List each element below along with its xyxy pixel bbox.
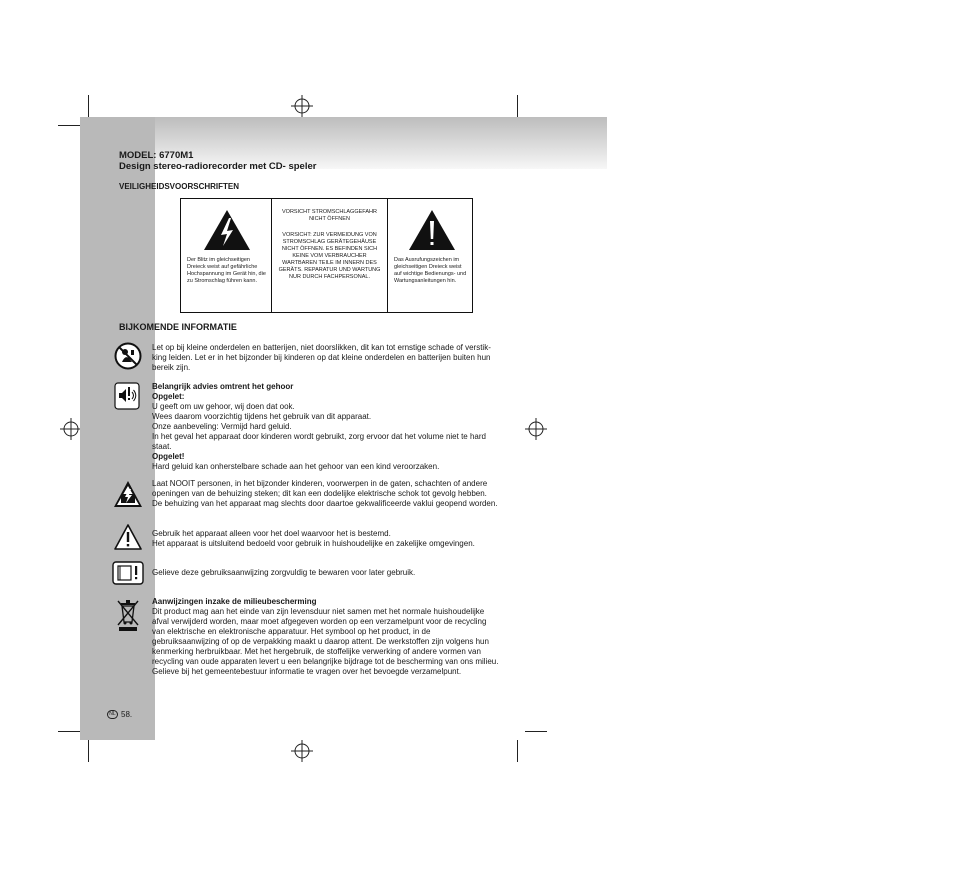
hearing-warning-icon [114, 382, 140, 410]
left-sidebar [80, 117, 155, 740]
warning-cell-lightning [181, 199, 272, 312]
registration-mark [291, 740, 313, 762]
manual-book-icon [112, 561, 144, 585]
registration-mark [60, 418, 82, 440]
weee-bin-icon [116, 598, 140, 632]
model-title: MODEL: 6770M1 [119, 150, 194, 161]
info-heading: BIJKOMENDE INFORMATIE [119, 322, 237, 332]
shock-warning-text: Laat NOOIT personen, in het bijzonder kinderen, voorwerpen in de gaten, schachten of andere openingen van de behuizing steken; dit kan een dodelijke elektrische schok tot gevolg hebben. De behuizing van het apparaat mag slechts door daartoe gekwalificeerde vaklui geopend worden. [152, 479, 498, 508]
lightning-warning-icon [203, 209, 251, 251]
registration-mark [525, 418, 547, 440]
crop-mark [517, 740, 518, 762]
hearing-warning-label: Opgelet! [152, 452, 185, 461]
keep-manual-text: Gelieve deze gebruiksaanwijzing zorgvuldig te bewaren voor later gebruik. [152, 568, 416, 577]
language-badge: NL [107, 710, 118, 719]
environment-title: Aanwijzingen inzake de milieubescherming [152, 597, 317, 606]
crop-mark [58, 125, 80, 126]
hearing-advice-text: Belangrijk advies omtrent het gehoor Opgelet: U geeft om uw gehoor, wij doen dat ook. Wees daarom voorzichtig tijdens het gebruik van dit apparaat. Onze aanbeveling: Vermijd hard geluid. In het geval het apparaat door kinderen wordt gebruikt, zorg ervoor dat het volume niet te hard staat. Opgelet! Hard geluid kan onherstelbare schade aan het gehoor van een kind veroorzaken. [152, 382, 512, 472]
hearing-note-label: Opgelet: [152, 392, 185, 401]
safety-warning-box [180, 198, 473, 313]
warning-cell-exclamation [388, 199, 472, 312]
choking-hazard-text: Let op bij kleine onderdelen en batterijen, niet doorslikken, dit kan tot ernstige schade of verstik- king leiden. Let er in het bijzonder bij kinderen op dat kleine onderdelen en batterijen buiten hun bereik zijn. [152, 343, 491, 372]
environment-text: Aanwijzingen inzake de milieubescherming Dit product mag aan het einde van zijn levensduur niet samen met het normale huishoudelijke afval verwijderd worden, maar moet afgegeven worden op een verzamelpunt voor de recycling van elektrische en elektronische apparatuur. Het symbool op het product, in de gebruiksaanwijzing of op de verpakking maakt u daarop attent. De werkstoffen zijn volgens hun kenmerking herbruikbaar. Met het hergebruik, de stoffelijke verwerking of andere vormen van recycling van oude apparaten levert u een belangrijke bijdrage tot de bescherming van ons milieu. Gelieve bij het gemeentebestuur informatie te vragen over het bevoegde verzamelpunt. [152, 597, 512, 677]
page-number: 58. [121, 710, 133, 719]
crop-mark [58, 731, 80, 732]
exclamation-warning-text: Das Ausrufungszeichen im gleichseitigen Dreieck weist auf wichtige Bedienungs- und Wartungsanleitungen hin. [394, 257, 467, 284]
product-subtitle: Design stereo-radiorecorder met CD- speler [119, 161, 317, 172]
caution-shock-text: VORSICHT: ZUR VERMEIDUNG VON STROMSCHLAG GERÄTEGEHÄUSE NICHT ÖFFNEN. ES BEFINDEN SICH KEINE VOM VERBRAUCHER WARTBAREN TEILE IM INNERN DES GERÄTS. REPARATUR UND WARTUNG NUR DURCH FACHPERSONAL. [278, 232, 381, 280]
warning-cell-center [272, 199, 388, 312]
crop-mark [88, 740, 89, 762]
caution-icon [114, 524, 142, 550]
lightning-warning-text: Der Blitz im gleichseitigen Dreieck weist auf gefährliche Hochspannung im Gerät hin, die zu Stromschlag führen kann. [187, 257, 266, 284]
electric-shock-warning-icon [113, 480, 143, 508]
safety-heading: VEILIGHEIDSVOORSCHRIFTEN [119, 182, 240, 191]
registration-mark [291, 95, 313, 117]
no-swallow-icon [114, 342, 142, 370]
caution-shock-title: VORSICHT STROMSCHLAGGEFAHR NICHT ÖFFNEN [282, 209, 377, 222]
exclamation-warning-icon [408, 209, 456, 251]
hearing-title: Belangrijk advies omtrent het gehoor [152, 382, 294, 391]
crop-mark [525, 731, 547, 732]
intended-use-text: Gebruik het apparaat alleen voor het doel waarvoor het is bestemd. Het apparaat is uitsluitend bedoeld voor gebruik in huishoudelijke en zakelijke omgevingen. [152, 529, 475, 548]
